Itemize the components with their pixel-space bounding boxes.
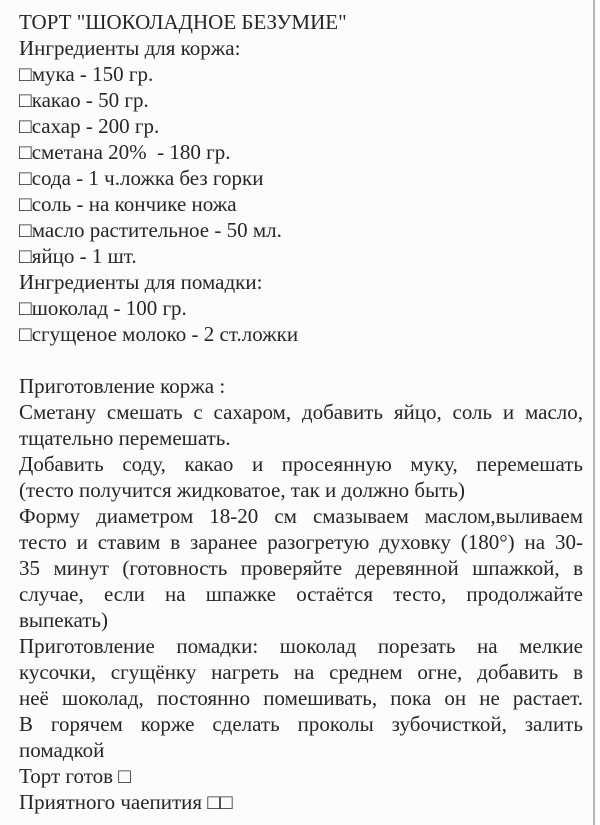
ingredient-item: [19, 165, 583, 191]
checkbox-icon: □: [19, 88, 32, 112]
section-header: Приготовление коржа :: [19, 374, 226, 398]
paragraph-line: кусочки, сгущёнку нагреть на среднем огне, добавить в: [19, 660, 583, 684]
ingredient-text: какао - 50 гр.: [31, 88, 149, 112]
paragraph-line: 35 минут (готовность проверяйте деревянной шпажкой, в: [19, 556, 583, 580]
paragraph-line: тесто и ставим в заранее разогретую духовку (180°) на 30-: [19, 530, 583, 554]
ingredient-text: шоколад - 100 гр.: [31, 296, 187, 320]
checkbox-icon: □: [19, 166, 32, 190]
ingredient-item: [19, 295, 583, 321]
paragraph-line: случае, если на шпажке остаётся тесто, продолжайте: [19, 582, 583, 606]
section-header: Ингредиенты для коржа:: [19, 36, 241, 60]
paragraph-line: (тесто получится жидковатое, так и должно быть): [19, 478, 465, 502]
ingredient-item: [19, 87, 583, 113]
paragraph-line: Приготовление помадки: шоколад порезать на мелкие: [19, 634, 583, 658]
paragraph-line: Добавить соду, какао и просеянную муку, перемешать: [19, 452, 583, 476]
ingredient-item: [19, 191, 583, 217]
paragraph-line: Форму диаметром 18-20 см смазываем маслом,выливаем: [19, 504, 583, 528]
ingredient-text: сметана 20% - 180 гр.: [31, 140, 231, 164]
ingredient-text: сахар - 200 гр.: [31, 114, 160, 138]
ingredient-item: [19, 61, 583, 87]
ingredient-text: мука - 150 гр.: [31, 62, 154, 86]
checkbox-icon: □: [19, 244, 32, 268]
text-line: Торт готов □: [19, 764, 131, 788]
ingredient-item: [19, 321, 583, 347]
checkbox-icon: □: [19, 218, 32, 242]
paragraph-line: выпекать): [19, 608, 108, 632]
checkbox-icon: □: [19, 114, 32, 138]
paragraph-line: неё шоколад, постоянно помешивать, пока он не растает.: [19, 686, 583, 710]
ingredient-text: яйцо - 1 шт.: [31, 244, 137, 268]
checkbox-icon: □: [19, 192, 32, 216]
page-edge-divider: [593, 0, 595, 825]
checkbox-icon: □: [19, 322, 32, 346]
checkbox-icon: □: [19, 296, 32, 320]
paragraph-line: тщательно перемешать.: [19, 426, 231, 450]
blank-line: [19, 347, 583, 373]
recipe-title: ТОРТ "ШОКОЛАДНОЕ БЕЗУМИЕ": [19, 10, 347, 34]
paragraph-line: Сметану смешать с сахаром, добавить яйцо, соль и масло,: [19, 400, 583, 424]
ingredient-item: [19, 113, 583, 139]
ingredient-text: масло растительное - 50 мл.: [31, 218, 282, 242]
checkbox-icon: □: [19, 140, 32, 164]
ingredient-text: сгущеное молоко - 2 ст.ложки: [31, 322, 299, 346]
ingredient-item: [19, 217, 583, 243]
section-header: Ингредиенты для помадки:: [19, 270, 263, 294]
ingredient-item: [19, 243, 583, 269]
checkbox-icon: □: [19, 62, 32, 86]
recipe-content: [19, 9, 583, 815]
paragraph-line: помадкой: [19, 738, 105, 762]
paragraph-line: В горячем корже сделать проколы зубочисткой, залить: [19, 712, 583, 736]
ingredient-item: [19, 139, 583, 165]
ingredient-text: сода - 1 ч.ложка без горки: [31, 166, 264, 190]
text-line: Приятного чаепития □□: [19, 790, 233, 814]
ingredient-text: соль - на кончике ножа: [31, 192, 237, 216]
